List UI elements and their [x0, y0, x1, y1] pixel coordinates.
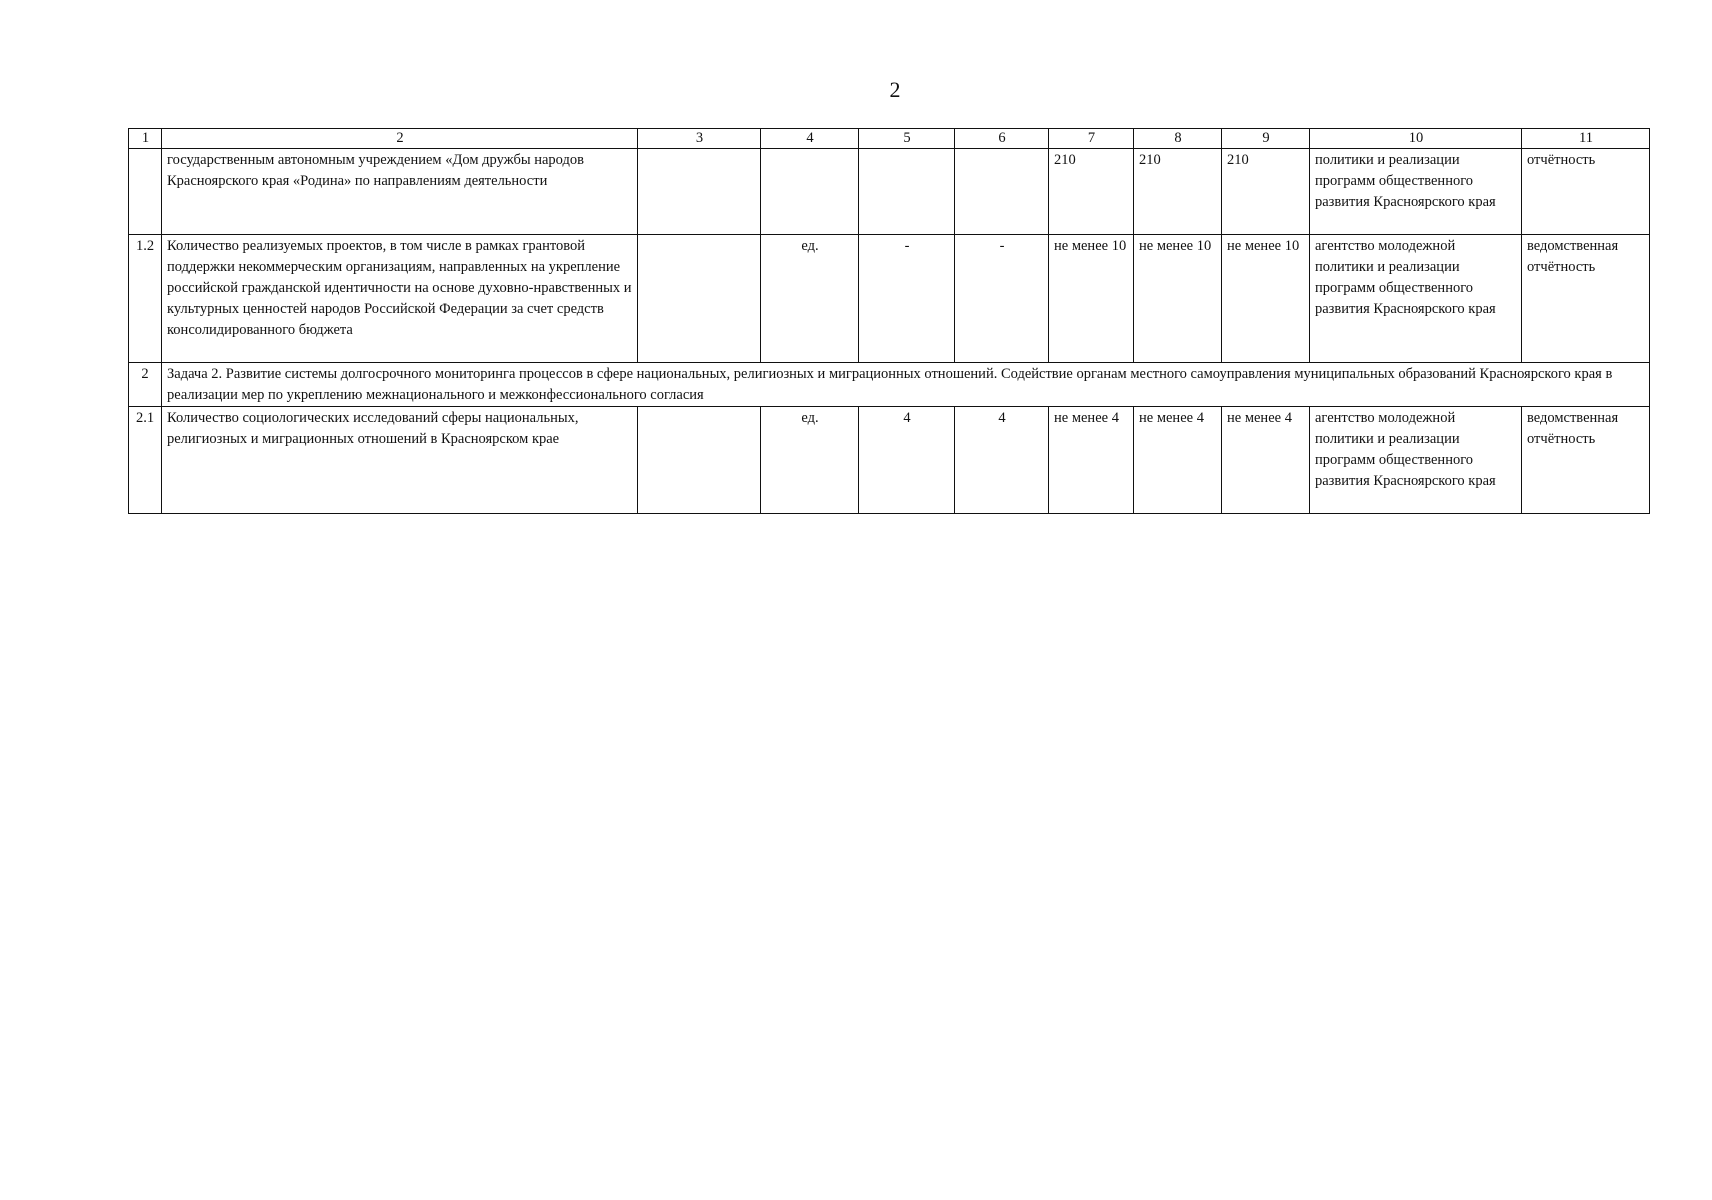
column-header-2: 2 — [162, 129, 638, 149]
cell-col-3 — [638, 235, 761, 363]
cell-col-6: 4 — [955, 407, 1049, 514]
row-number: 2.1 — [129, 407, 162, 514]
responsible-cell: политики и реализации программ общественного развития Красноярского края — [1310, 149, 1522, 235]
column-header-1: 1 — [129, 129, 162, 149]
row-number: 1.2 — [129, 235, 162, 363]
value-col-7: 210 — [1049, 149, 1134, 235]
indicator-name: Количество реализуемых проектов, в том числе в рамках грантовой поддержки некоммерческим организациям, направленных на укрепление российской гражданской идентичности на основе духовно-нравственных и культурных ценностей народов Российской Федерации за счет средств консолидированного бюджета — [162, 235, 638, 363]
unit-cell — [761, 149, 859, 235]
value-col-9: не менее 10 — [1222, 235, 1310, 363]
row-number — [129, 149, 162, 235]
task-description: Задача 2. Развитие системы долгосрочного мониторинга процессов в сфере национальных, религиозных и миграционных отношений. Содействие органам местного самоуправления муниципальных образований Красноярского края в реализации мер по укреплению межнационального и межконфессионального согласия — [162, 363, 1650, 407]
row-number: 2 — [129, 363, 162, 407]
responsible-cell: агентство молодежной политики и реализации программ общественного развития Красноярского края — [1310, 407, 1522, 514]
cell-col-5 — [859, 149, 955, 235]
cell-col-3 — [638, 149, 761, 235]
source-cell: ведомственная отчётность — [1522, 235, 1650, 363]
cell-col-5: 4 — [859, 407, 955, 514]
column-number-row — [129, 129, 1650, 149]
table-row — [129, 235, 1650, 363]
column-header-9: 9 — [1222, 129, 1310, 149]
indicators-table — [128, 128, 1650, 514]
cell-col-5: - — [859, 235, 955, 363]
task-row — [129, 363, 1650, 407]
indicator-name: государственным автономным учреждением «Дом дружбы народов Красноярского края «Родина» по направлениям деятельности — [162, 149, 638, 235]
column-header-7: 7 — [1049, 129, 1134, 149]
column-header-5: 5 — [859, 129, 955, 149]
page-number: 2 — [889, 77, 901, 102]
indicator-name: Количество социологических исследований сферы национальных, религиозных и миграционных отношений в Красноярском крае — [162, 407, 638, 514]
unit-cell: ед. — [761, 407, 859, 514]
column-header-3: 3 — [638, 129, 761, 149]
source-cell: ведомственная отчётность — [1522, 407, 1650, 514]
table-row — [129, 149, 1650, 235]
source-cell: отчётность — [1522, 149, 1650, 235]
table-row — [129, 407, 1650, 514]
responsible-cell: агентство молодежной политики и реализации программ общественного развития Красноярского края — [1310, 235, 1522, 363]
cell-col-6 — [955, 149, 1049, 235]
cell-col-3 — [638, 407, 761, 514]
value-col-7: не менее 10 — [1049, 235, 1134, 363]
value-col-8: не менее 10 — [1134, 235, 1222, 363]
value-col-9: 210 — [1222, 149, 1310, 235]
column-header-10: 10 — [1310, 129, 1522, 149]
cell-col-6: - — [955, 235, 1049, 363]
value-col-7: не менее 4 — [1049, 407, 1134, 514]
value-col-8: не менее 4 — [1134, 407, 1222, 514]
value-col-9: не менее 4 — [1222, 407, 1310, 514]
column-header-8: 8 — [1134, 129, 1222, 149]
column-header-6: 6 — [955, 129, 1049, 149]
column-header-4: 4 — [761, 129, 859, 149]
unit-cell: ед. — [761, 235, 859, 363]
column-header-11: 11 — [1522, 129, 1650, 149]
value-col-8: 210 — [1134, 149, 1222, 235]
